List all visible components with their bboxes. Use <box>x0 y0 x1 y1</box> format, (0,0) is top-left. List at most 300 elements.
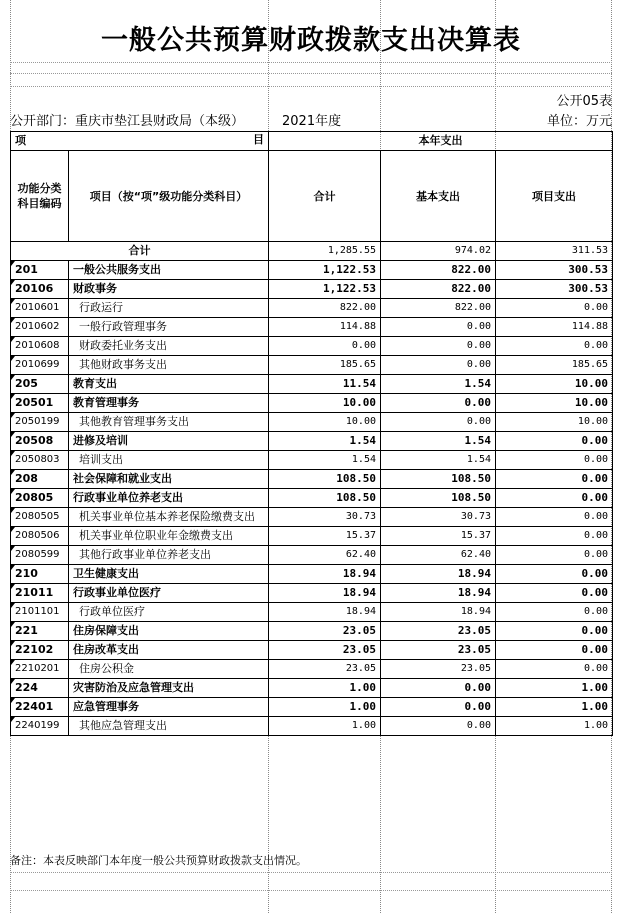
row-code <box>11 261 69 280</box>
cell-comment-marker <box>11 394 15 399</box>
row-total-text: 185.65 <box>339 359 376 370</box>
cell-comment-marker <box>11 318 15 323</box>
row-total <box>269 508 381 527</box>
table-row <box>11 432 613 451</box>
row-total <box>269 394 381 413</box>
cell-comment-marker <box>11 717 15 722</box>
row-basic-text: 1.54 <box>464 434 491 447</box>
row-name <box>69 318 269 337</box>
row-code-text: 2050199 <box>15 416 60 427</box>
row-code-text: 2080599 <box>15 549 60 560</box>
row-basic-text: 23.05 <box>457 643 491 656</box>
row-name-text: 其他教育管理事务支出 <box>79 415 189 428</box>
cell-comment-marker <box>11 622 15 627</box>
row-code <box>11 413 69 432</box>
document-code: 公开05表 <box>556 94 612 109</box>
row-code <box>11 280 69 299</box>
cell-comment-marker <box>11 679 15 684</box>
row-project <box>496 584 613 603</box>
row-name <box>69 679 269 698</box>
row-code-text: 20508 <box>15 434 54 447</box>
row-total-text: 0.00 <box>351 340 376 351</box>
row-code-text: 224 <box>15 681 38 694</box>
row-basic-text: 0.00 <box>464 700 491 713</box>
row-name-text: 一般行政管理事务 <box>79 320 167 333</box>
report-title: 一般公共预算财政拨款支出决算表 <box>101 25 521 56</box>
cell-comment-marker <box>11 508 15 513</box>
table-row <box>11 565 613 584</box>
table-row <box>11 584 613 603</box>
row-code <box>11 299 69 318</box>
row-name <box>69 432 269 451</box>
row-total-text: 10.00 <box>342 396 376 409</box>
row-basic-text: 0.00 <box>466 321 491 332</box>
row-code-text: 22102 <box>15 643 54 656</box>
row-code-text: 210 <box>15 567 38 580</box>
row-name-text: 财政委托业务支出 <box>79 339 167 352</box>
row-basic <box>381 337 496 356</box>
row-name <box>69 527 269 546</box>
row-basic <box>381 565 496 584</box>
row-total-text: 11.54 <box>342 377 376 390</box>
total-row-project: 311.53 <box>496 242 613 261</box>
cell-comment-marker <box>11 413 15 418</box>
row-code <box>11 717 69 736</box>
report-meta <box>10 110 612 128</box>
row-name-text: 住房公积金 <box>79 662 134 675</box>
row-basic <box>381 584 496 603</box>
row-name-text: 住房保障支出 <box>73 624 139 637</box>
unit-label: 单位：万元 <box>546 114 612 129</box>
cell-comment-marker <box>11 584 15 589</box>
row-code-text: 2080506 <box>15 530 60 541</box>
row-basic-text: 23.05 <box>457 624 491 637</box>
row-name <box>69 413 269 432</box>
func-code-header: 功能分类科目编码 <box>11 151 69 242</box>
row-name <box>69 280 269 299</box>
row-project <box>496 337 613 356</box>
row-total <box>269 546 381 565</box>
row-name <box>69 622 269 641</box>
row-name-text: 进修及培训 <box>73 434 128 447</box>
row-project <box>496 470 613 489</box>
row-basic-text: 18.94 <box>457 586 491 599</box>
row-code-text: 2050803 <box>15 454 60 465</box>
row-project-text: 0.00 <box>581 472 609 485</box>
row-total <box>269 641 381 660</box>
row-project <box>496 508 613 527</box>
row-code <box>11 622 69 641</box>
row-project-text: 0.00 <box>583 549 609 560</box>
row-basic <box>381 508 496 527</box>
row-basic <box>381 375 496 394</box>
row-project-text: 0.00 <box>581 434 609 447</box>
row-project <box>496 527 613 546</box>
row-total-text: 10.00 <box>345 416 376 427</box>
table-row <box>11 698 613 717</box>
row-basic-text: 822.00 <box>454 302 491 313</box>
table-row <box>11 527 613 546</box>
header-row-bottom <box>11 151 613 242</box>
cell-comment-marker <box>11 603 15 608</box>
row-name <box>69 451 269 470</box>
row-basic-text: 15.37 <box>460 530 491 541</box>
table-row <box>11 394 613 413</box>
cell-comment-marker <box>11 546 15 551</box>
row-code <box>11 641 69 660</box>
row-project-text: 0.00 <box>581 567 609 580</box>
row-basic <box>381 451 496 470</box>
department-label: 公开部门：重庆市垫江县财政局（本级） <box>10 114 245 129</box>
row-total <box>269 717 381 736</box>
row-name <box>69 565 269 584</box>
row-basic-text: 0.00 <box>464 396 491 409</box>
row-basic <box>381 299 496 318</box>
project-header: 项目支出 <box>496 151 613 242</box>
row-name <box>69 660 269 679</box>
row-total <box>269 451 381 470</box>
table-row <box>11 470 613 489</box>
row-total <box>269 356 381 375</box>
row-code <box>11 375 69 394</box>
row-project <box>496 261 613 280</box>
row-code <box>11 584 69 603</box>
row-project-text: 10.00 <box>574 396 609 409</box>
row-project <box>496 660 613 679</box>
row-basic-text: 108.50 <box>451 472 491 485</box>
row-total-text: 1.54 <box>351 454 376 465</box>
row-basic-text: 62.40 <box>460 549 491 560</box>
header-row-top <box>11 132 613 151</box>
cell-comment-marker <box>11 641 15 646</box>
row-basic <box>381 679 496 698</box>
row-code-text: 2210201 <box>15 663 60 674</box>
row-basic-text: 30.73 <box>460 511 491 522</box>
cell-comment-marker <box>11 698 15 703</box>
row-total <box>269 280 381 299</box>
basic-header: 基本支出 <box>381 151 496 242</box>
row-total-text: 108.50 <box>336 491 376 504</box>
row-total-text: 23.05 <box>342 624 376 637</box>
row-total <box>269 698 381 717</box>
row-total-text: 822.00 <box>339 302 376 313</box>
row-project <box>496 432 613 451</box>
row-name-text: 其他行政事业单位养老支出 <box>79 548 211 561</box>
row-total <box>269 660 381 679</box>
item-header-cell <box>11 132 269 151</box>
row-name-text: 卫生健康支出 <box>73 567 139 580</box>
row-total-text: 1.00 <box>351 720 376 731</box>
table-row <box>11 641 613 660</box>
cell-comment-marker <box>11 432 15 437</box>
row-name-text: 行政事业单位养老支出 <box>73 491 183 504</box>
row-basic-text: 108.50 <box>451 491 491 504</box>
row-total <box>269 375 381 394</box>
row-project-text: 0.00 <box>583 302 609 313</box>
cell-comment-marker <box>11 489 15 494</box>
row-project-text: 0.00 <box>583 340 609 351</box>
row-project-text: 0.00 <box>581 643 609 656</box>
cell-comment-marker <box>11 356 15 361</box>
row-total <box>269 337 381 356</box>
row-name <box>69 717 269 736</box>
row-total <box>269 603 381 622</box>
row-basic <box>381 432 496 451</box>
row-name-text: 机关事业单位职业年金缴费支出 <box>79 529 233 542</box>
footnote: 备注：本表反映部门本年度一般公共预算财政拨款支出情况。 <box>10 854 307 867</box>
row-project <box>496 489 613 508</box>
row-basic-text: 822.00 <box>451 263 491 276</box>
row-total-text: 1.00 <box>349 681 376 694</box>
row-total-text: 23.05 <box>345 663 376 674</box>
row-code <box>11 489 69 508</box>
row-name-text: 行政事业单位医疗 <box>73 586 161 599</box>
row-basic <box>381 717 496 736</box>
row-total <box>269 470 381 489</box>
item-xiang-label: 项 <box>15 134 26 147</box>
row-basic <box>381 603 496 622</box>
row-code <box>11 660 69 679</box>
row-basic-text: 1.54 <box>464 377 491 390</box>
row-code-text: 20106 <box>15 282 54 295</box>
row-total <box>269 565 381 584</box>
expense-table <box>10 131 613 736</box>
row-total-text: 18.94 <box>342 567 376 580</box>
row-total-text: 18.94 <box>345 606 376 617</box>
cell-comment-marker <box>11 299 15 304</box>
fiscal-year: 2021年度 <box>282 114 342 129</box>
row-project-text: 114.88 <box>571 321 609 332</box>
row-total-text: 18.94 <box>342 586 376 599</box>
row-total <box>269 679 381 698</box>
row-total <box>269 622 381 641</box>
row-project <box>496 698 613 717</box>
row-total <box>269 318 381 337</box>
row-code-text: 2010699 <box>15 359 60 370</box>
row-basic-text: 23.05 <box>460 663 491 674</box>
row-project-text: 0.00 <box>581 624 609 637</box>
total-header: 合计 <box>269 151 381 242</box>
total-row-total: 1,285.55 <box>269 242 381 261</box>
table-row <box>11 356 613 375</box>
row-project-text: 185.65 <box>571 359 609 370</box>
row-basic-text: 0.00 <box>466 359 491 370</box>
cell-comment-marker <box>11 451 15 456</box>
row-total <box>269 413 381 432</box>
row-project <box>496 679 613 698</box>
row-basic <box>381 489 496 508</box>
row-code-text: 20805 <box>15 491 54 504</box>
row-code-text: 2240199 <box>15 720 60 731</box>
row-name-text: 行政单位医疗 <box>79 605 145 618</box>
spreadsheet-page <box>10 0 612 913</box>
current-year-expense-header: 本年支出 <box>269 132 613 151</box>
row-name <box>69 261 269 280</box>
row-code-text: 2080505 <box>15 511 60 522</box>
row-project-text: 300.53 <box>568 263 609 276</box>
table-row <box>11 622 613 641</box>
row-project-text: 300.53 <box>568 282 609 295</box>
row-name-text: 其他应急管理支出 <box>79 719 167 732</box>
row-basic-text: 0.00 <box>464 681 491 694</box>
row-name <box>69 356 269 375</box>
row-code <box>11 451 69 470</box>
row-code-text: 2010608 <box>15 340 60 351</box>
row-basic <box>381 394 496 413</box>
table-row <box>11 413 613 432</box>
row-basic <box>381 622 496 641</box>
row-basic <box>381 280 496 299</box>
row-total-text: 15.37 <box>345 530 376 541</box>
row-project-text: 1.00 <box>583 720 609 731</box>
row-code <box>11 394 69 413</box>
table-row <box>11 679 613 698</box>
row-basic-text: 1.54 <box>466 454 491 465</box>
row-total <box>269 432 381 451</box>
row-code <box>11 356 69 375</box>
row-basic <box>381 641 496 660</box>
row-code <box>11 527 69 546</box>
row-name <box>69 603 269 622</box>
row-code-text: 221 <box>15 624 38 637</box>
row-project <box>496 394 613 413</box>
row-project <box>496 546 613 565</box>
row-name-text: 灾害防治及应急管理支出 <box>73 681 194 694</box>
total-row <box>11 242 613 261</box>
row-total-text: 30.73 <box>345 511 376 522</box>
cell-comment-marker <box>11 280 15 285</box>
row-total-text: 1.54 <box>349 434 376 447</box>
row-basic <box>381 261 496 280</box>
row-project-text: 1.00 <box>581 700 609 713</box>
row-total <box>269 299 381 318</box>
row-total-text: 62.40 <box>345 549 376 560</box>
row-total-text: 1,122.53 <box>323 263 376 276</box>
row-code <box>11 318 69 337</box>
row-basic <box>381 356 496 375</box>
row-code <box>11 508 69 527</box>
row-code-text: 21011 <box>15 586 54 599</box>
row-project <box>496 603 613 622</box>
row-name <box>69 508 269 527</box>
row-code-text: 2101101 <box>15 606 60 617</box>
row-total-text: 114.88 <box>339 321 376 332</box>
table-row <box>11 660 613 679</box>
row-basic-text: 0.00 <box>466 416 491 427</box>
row-total-text: 23.05 <box>342 643 376 656</box>
row-name <box>69 394 269 413</box>
row-name-text: 其他财政事务支出 <box>79 358 167 371</box>
row-total-text: 1.00 <box>349 700 376 713</box>
row-name-text: 培训支出 <box>79 453 123 466</box>
row-code <box>11 337 69 356</box>
row-project-text: 10.00 <box>574 377 609 390</box>
table-row <box>11 337 613 356</box>
row-total <box>269 261 381 280</box>
row-project <box>496 356 613 375</box>
row-project-text: 0.00 <box>583 530 609 541</box>
row-basic <box>381 527 496 546</box>
row-basic-text: 0.00 <box>466 720 491 731</box>
cell-comment-marker <box>11 261 15 266</box>
row-project-text: 0.00 <box>583 511 609 522</box>
row-name-text: 一般公共服务支出 <box>73 263 161 276</box>
row-code-text: 20501 <box>15 396 54 409</box>
row-code <box>11 698 69 717</box>
row-code-text: 22401 <box>15 700 54 713</box>
table-row <box>11 717 613 736</box>
cell-comment-marker <box>11 375 15 380</box>
row-name-text: 行政运行 <box>79 301 123 314</box>
row-code-text: 201 <box>15 263 38 276</box>
row-code <box>11 546 69 565</box>
item-mu-label: 目 <box>253 133 264 146</box>
row-code <box>11 603 69 622</box>
row-code <box>11 565 69 584</box>
cell-comment-marker <box>11 470 15 475</box>
row-code <box>11 470 69 489</box>
row-name <box>69 584 269 603</box>
row-project-text: 0.00 <box>581 586 609 599</box>
table-row <box>11 603 613 622</box>
table-row <box>11 546 613 565</box>
row-name <box>69 489 269 508</box>
table-row <box>11 508 613 527</box>
cell-comment-marker <box>11 660 15 665</box>
table-row <box>11 318 613 337</box>
row-name-text: 应急管理事务 <box>73 700 139 713</box>
row-code <box>11 679 69 698</box>
row-name <box>69 698 269 717</box>
cell-comment-marker <box>11 337 15 342</box>
row-code-text: 208 <box>15 472 38 485</box>
row-project-text: 0.00 <box>581 491 609 504</box>
row-total-text: 1,122.53 <box>323 282 376 295</box>
row-project <box>496 299 613 318</box>
row-name <box>69 546 269 565</box>
row-name <box>69 375 269 394</box>
row-name <box>69 470 269 489</box>
row-total-text: 108.50 <box>336 472 376 485</box>
row-basic-text: 18.94 <box>457 567 491 580</box>
total-row-label: 合计 <box>11 242 269 261</box>
row-basic <box>381 413 496 432</box>
row-project-text: 0.00 <box>583 454 609 465</box>
row-project <box>496 280 613 299</box>
row-basic <box>381 660 496 679</box>
row-project <box>496 413 613 432</box>
table-row <box>11 489 613 508</box>
row-name-text: 财政事务 <box>73 282 117 295</box>
row-name <box>69 337 269 356</box>
row-basic <box>381 470 496 489</box>
row-project <box>496 717 613 736</box>
row-name-text: 社会保障和就业支出 <box>73 472 172 485</box>
row-name-text: 住房改革支出 <box>73 643 139 656</box>
table-row <box>11 299 613 318</box>
row-code-text: 2010602 <box>15 321 60 332</box>
row-code-text: 205 <box>15 377 38 390</box>
row-name <box>69 299 269 318</box>
project-name-header: 项目（按“项”级功能分类科目） <box>69 151 269 242</box>
row-name-text: 机关事业单位基本养老保险缴费支出 <box>79 510 255 523</box>
row-project <box>496 318 613 337</box>
row-code <box>11 432 69 451</box>
table-row <box>11 375 613 394</box>
row-total <box>269 584 381 603</box>
row-total <box>269 489 381 508</box>
cell-comment-marker <box>11 565 15 570</box>
